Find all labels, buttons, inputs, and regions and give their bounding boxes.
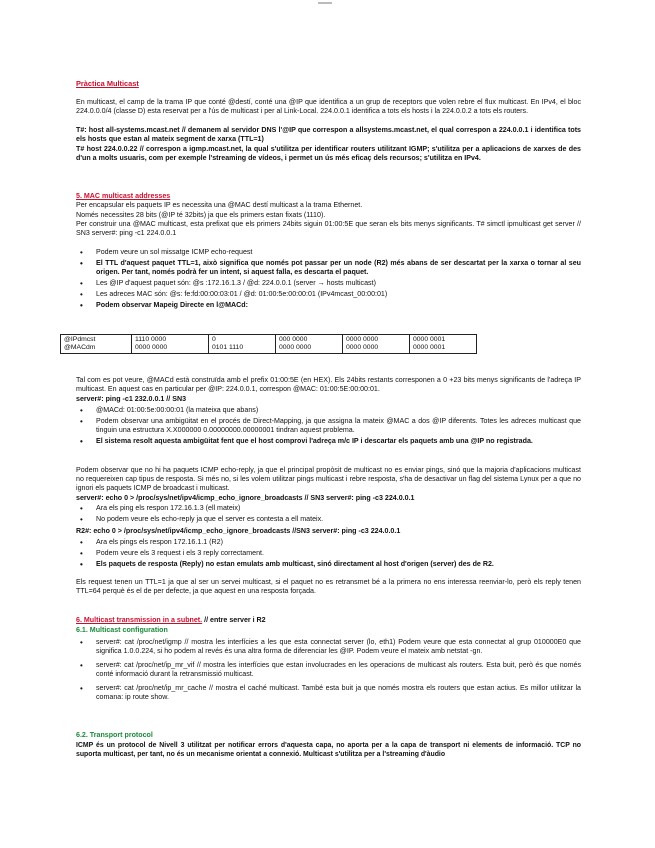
- list-item: • Podem observar una ambigüitat en el procés de Direct-Mapping, ja que assigna la mateix @MAC a dos @IP diferents. Totes les adreces multicast que tinguin una estructura X.X000000 0.00000000.00000001 tindran aquest problema.: [76, 417, 581, 435]
- section-5-para-1: Per encapsular els paquets IP es necessita una @MAC destí multicast a la trama Ethernet.: [76, 201, 363, 209]
- table-row: [61, 335, 477, 354]
- section-5-bullets: [76, 248, 581, 313]
- reply-paragraph: Podem observar que no hi ha paquets ICMP echo-reply, ja que el principal propòsit de multicast no es enviar pings, sinó que la majoria d'aplicacions multicast no requereixen cap tipus de resposta. Si més no, si les volem utilitzar pings multicast i rebre resposta, s'ha de desactivar un flag del sistema Lynux per a que no ignori els paquets ICMP de broadcast i multicast.: [76, 466, 581, 493]
- list-item: • server#: cat /proc/net/ip_mr_vif // mostra les interfícies que estan involucrades en les operacions de multicast als routers. Esta buit, però és que només conté informació durant la retransmissió multicast.: [76, 661, 581, 679]
- intro-paragraph: En multicast, el camp de la trama IP que conté @destí, conté una @IP que identifica a un grup de receptors que volen rebre el flux multicast. En IPv4, el bloc 224.0.0.0/4 (classe D) esta reservat per a l'ús de multicast i per al Link-Local. 224.0.0.1 identifica a tots els hosts i la 224.0.0.2 a tots els routers.: [76, 98, 581, 116]
- practice-title: Pràctica Multicast: [76, 79, 139, 88]
- page-header-mark: [318, 2, 332, 4]
- list-item: • El TTL d'aquest paquet TTL=1, això significa que només pot passar per un node (R2) més abans de ser descartat per la xarxa o tornar al seu origen. Per tant, només podrà fer un intent, si aquest falla, es descarta el paquet.: [76, 259, 581, 277]
- list-item: • Ara els pings els respon 172.16.1.1 (R2): [76, 538, 581, 547]
- list-item: • Podem observar Mapeig Directe en l@MACd:: [76, 301, 581, 310]
- list-item: • Les adreces MAC són: @s: fe:fd:00:00:03:01 / @d: 01:00:5e:00:00:01 (IPv4mcast_00:00:01): [76, 290, 581, 299]
- list-item: • server#: cat /proc/net/ip_mr_cache // mostra el caché multicast. També esta buit ja que només mostra els routers que estan actius. Es millor utilitzar la comana: ip route show.: [76, 684, 581, 702]
- ttl-paragraph: Els request tenen un TTL=1 ja que al ser un servei multicast, si el paquet no es retransmet bé a la primera no ens interessa reenviar-lo, però els reply tenen TTL=64 perquè és el de per defecte, ja que aquest en una resposta forçada.: [76, 578, 581, 596]
- list-item: • El sistema resolt aquesta ambigüitat fent que el host comprovi l'adreça m/c IP i descartar els paquets amb una @IP no registrada.: [76, 437, 581, 446]
- after-table-para: Tal com es pot veure, @MACd està construïda amb el prefix 01:00:5E (en HEX). Els 24bits restants corresponen a 0 +23 bits menys significants de l'adreça IP multicast. En aquest cas en particular per @IP: 224.0.0.1, correspon @MAC: 01:00:5E:00:00:01.: [76, 376, 581, 394]
- list-item: • Els paquets de resposta (Reply) no estan emulats amb multicast, sinó directament al host d'origen (server) des de R2.: [76, 560, 581, 569]
- section-6-1-title: 6.1. Multicast configuration: [76, 626, 168, 634]
- section-5-para-2: Només necessites 28 bits (@IP té 32bits) ja que els primers estan fixats (1110).: [76, 211, 326, 219]
- command-host-all-systems: T#: host all-systems.mcast.net // demanem al servidor DNS l'@IP que correspon a allsystems.mcast.net, el qual correspon a 224.0.0.1 i identifica tots els hosts que estan al mateix segment de xarxa (TTL=1): [76, 126, 581, 144]
- table-cell: 0 0101 1110: [209, 335, 276, 354]
- section-6-suffix: // entre server i R2: [202, 616, 266, 624]
- list-item: • Podem veure els 3 request i els 3 reply correctament.: [76, 549, 581, 558]
- section-6-title-line: [76, 616, 581, 625]
- section-6-1-bullets: [76, 638, 581, 705]
- section-5-para-3: Per construir una @MAC multicast, esta prefixat que els primers 24bits siguin 01:00:5E que seran els bits menys significants. T# simctl ipmulticast get server // SN3 server#: ping -c1 224.0.0.1: [76, 220, 581, 238]
- list-item: • server#: cat /proc/net/igmp // mostra les interfícies a les que esta connectat server (lo, eth1) Podem veure que esta connectat al grup 010000E0 que significa 1.0.0.224, si ho podem al revés és una altra forma de diferenciar les @IP. Podem veure el mateix amb netstat -gn.: [76, 638, 581, 656]
- table-cell: @IPdmcst @MACdm: [61, 335, 132, 354]
- list-item: • @MACd: 01:00:5e:00:00:01 (la mateixa que abans): [76, 406, 581, 415]
- echo-bullets-2: [76, 538, 581, 571]
- echo-bullets-1: [76, 504, 581, 526]
- mac-mapping-table: [60, 334, 477, 354]
- section-6-2-paragraph: ICMP és un protocol de Nivell 3 utilitzat per notificar errors d'aquesta capa, no aporta per a la capa de transport ni elements de informació. TCP no suporta multicast, per tant, no és un mecanisme orientat a connexió. Multicast s'utilitza per a l'streaming d'àudio: [76, 742, 581, 759]
- after-table-bullets: [76, 406, 581, 448]
- after-table-command: server#: ping -c1 232.0.0.1 // SN3: [76, 395, 187, 403]
- section-5-title: 5. MAC multicast addresses: [76, 192, 171, 200]
- list-item: • Les @IP d'aquest paquet són: @s :172.16.1.3 / @d: 224.0.0.1 (server → hosts multicast): [76, 279, 581, 288]
- command-echo-server: server#: echo 0 > /proc/sys/net/ipv4/icmp_echo_ignore_broadcasts // SN3 server#: ping -c3 224.0.0.1: [76, 494, 415, 502]
- list-item: • Podem veure un sol missatge ICMP echo-request: [76, 248, 581, 257]
- list-item: • No podem veure els echo-reply ja que el server es contesta a ell mateix.: [76, 515, 581, 524]
- list-item: • Ara els ping els respon 172.16.1.3 (ell mateix): [76, 504, 581, 513]
- section-6-2-title: 6.2. Transport protocol: [76, 731, 153, 739]
- command-echo-r2: R2#: echo 0 > /proc/sys/net/ipv4/icmp_echo_ignore_broadcasts //SN3 server#: ping -c3 224.0.0.1: [76, 527, 401, 535]
- table-cell: 000 0000 0000 0000: [276, 335, 343, 354]
- table-cell: 0000 0001 0000 0001: [410, 335, 477, 354]
- command-host-igmp: T# host 224.0.0.22 // correspon a igmp.mcast.net, la qual s'utilitza per identificar routers utilitzant IGMP; s'utilitza per a aplicacions de xarxes de des d'un a molts usuaris, com per exemple l'streaming de vídeos, i permet un ús més eficaç dels recursos; s'utilitza en IPv4.: [76, 145, 581, 163]
- section-6-title: 6. Multicast transmission in a subnet.: [76, 616, 203, 624]
- table-cell: 1110 0000 0000 0000: [132, 335, 209, 354]
- table-cell: 0000 0000 0000 0000: [343, 335, 410, 354]
